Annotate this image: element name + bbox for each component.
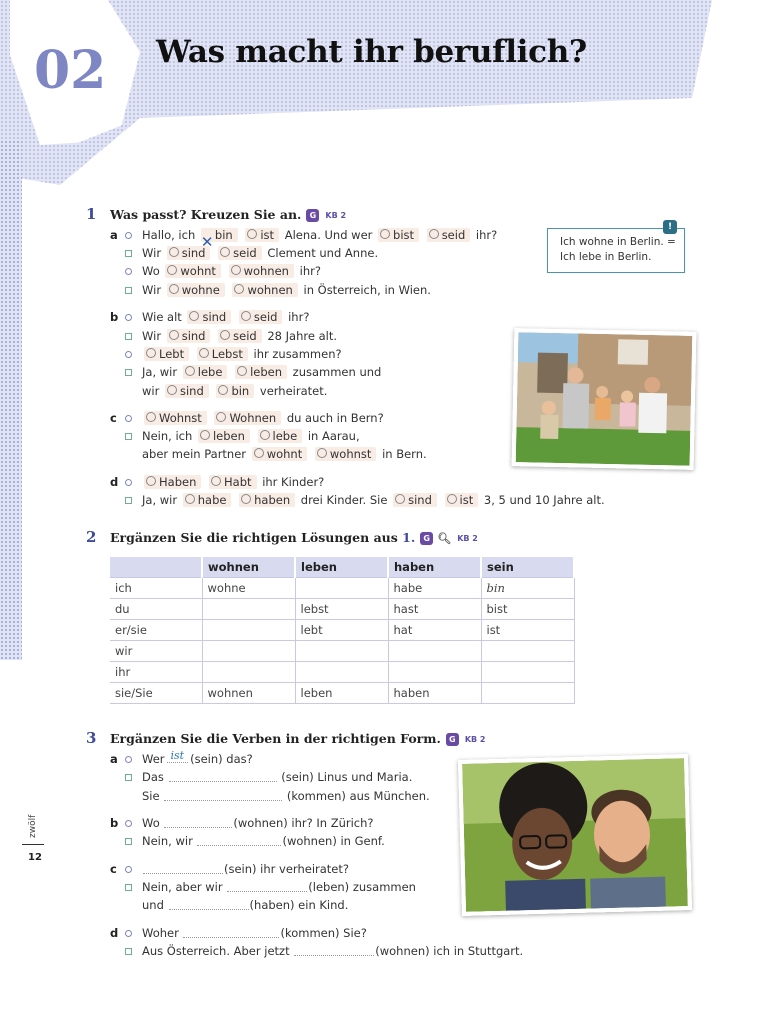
hint-box: [547, 228, 685, 273]
text: (sein) ihr verheiratet?: [224, 862, 349, 876]
speaker-circle-icon: [125, 820, 132, 827]
option-text: leben: [212, 429, 245, 443]
radio-circle-icon: [199, 348, 209, 358]
text: in Aarau,: [307, 429, 360, 443]
text: aber mein Partner: [142, 447, 247, 461]
table-cell[interactable]: [295, 641, 388, 662]
table-header: sein: [481, 557, 574, 578]
text: ihr Kinder?: [262, 475, 325, 489]
table-cell: hat: [388, 620, 481, 641]
radio-circle-icon: [200, 430, 210, 440]
answer-blank-filled[interactable]: ist: [167, 749, 189, 763]
ex3-d-line1: [142, 926, 367, 940]
table-cell[interactable]: [202, 641, 295, 662]
exercise-1-number: 1: [86, 205, 97, 223]
option-wohnst[interactable]: [315, 447, 377, 461]
option-text: wohnt: [266, 447, 303, 461]
option-text: lebe: [272, 429, 298, 443]
option-bin[interactable]: [216, 384, 254, 398]
table-row: [110, 578, 574, 599]
option-lebe[interactable]: [183, 365, 228, 379]
page-number-word: zwölf: [28, 814, 38, 838]
table-cell: sie/Sie: [110, 683, 202, 704]
option-seid[interactable]: [218, 246, 262, 260]
option-wohnen[interactable]: [232, 283, 297, 297]
option-sind[interactable]: [167, 329, 211, 343]
radio-circle-icon: [247, 229, 257, 239]
couple-photo: [458, 754, 692, 916]
text: Wir: [142, 329, 162, 343]
ex1-b-line1: [142, 310, 309, 324]
text: wir: [142, 384, 160, 398]
family-photo: [512, 328, 697, 470]
option-text: Lebst: [211, 347, 243, 361]
radio-circle-icon: [146, 412, 156, 422]
table-cell: leben: [295, 683, 388, 704]
item-label-c: c: [110, 411, 117, 425]
option-haben[interactable]: [144, 475, 201, 489]
speaker-square-icon: [125, 333, 132, 340]
text: ihr?: [288, 310, 310, 324]
table-cell: du: [110, 599, 202, 620]
radio-circle-icon: [395, 494, 405, 504]
speaker-square-icon: [125, 497, 132, 504]
text: Clement und Anne.: [267, 246, 379, 260]
table-header-row: [110, 557, 574, 578]
option-text: wohne: [181, 283, 220, 297]
option-text: sind: [181, 246, 206, 260]
speaker-circle-icon: [125, 415, 132, 422]
answer-blank[interactable]: [183, 926, 279, 938]
family-photo-image: [516, 332, 693, 466]
item-label-d: d: [110, 926, 119, 940]
option-text: ist: [260, 228, 275, 242]
radio-circle-icon: [237, 366, 247, 376]
speaker-square-icon: [125, 838, 132, 845]
ex3-b-line2: [142, 834, 385, 848]
option-text: sind: [202, 310, 227, 324]
info-exclamation-icon: !: [663, 220, 677, 234]
answer-blank[interactable]: [143, 862, 223, 874]
grammar-badge-icon: G: [420, 532, 433, 545]
table-cell[interactable]: [481, 662, 574, 683]
radio-circle-icon: [169, 330, 179, 340]
option-bist[interactable]: [378, 228, 419, 242]
option-bin[interactable]: [201, 228, 238, 242]
option-text: wohnen: [247, 283, 293, 297]
text: Nein, aber wir: [142, 880, 223, 894]
table-header: wohnen: [202, 557, 295, 578]
text: ihr?: [475, 228, 498, 242]
table-row: [110, 683, 574, 704]
ex1-a-line3: [142, 264, 321, 278]
radio-circle-icon: [241, 494, 251, 504]
exercise-3-number: 3: [86, 729, 97, 747]
exercise-2-title: [110, 530, 478, 545]
text: (kommen) Sie?: [280, 926, 367, 940]
option-leben[interactable]: [198, 429, 250, 443]
text: Hallo, ich: [142, 228, 196, 242]
option-text: sind: [181, 329, 206, 343]
option-leben[interactable]: [235, 365, 287, 379]
radio-circle-icon: [167, 385, 177, 395]
answer-blank[interactable]: [197, 834, 281, 846]
exercise-1-title: [110, 207, 346, 222]
option-text: wohnst: [329, 447, 372, 461]
answer-blank[interactable]: [294, 944, 374, 956]
option-text: Habt: [224, 475, 252, 489]
text: (wohnen) in Genf.: [282, 834, 385, 848]
option-text: Wohnen: [229, 411, 277, 425]
ex1-c-line1: [142, 411, 384, 425]
table-cell[interactable]: [295, 662, 388, 683]
hint-line-1: Ich wohne in Berlin. =: [560, 236, 676, 248]
table-cell: bist: [481, 599, 574, 620]
table-cell[interactable]: [481, 641, 574, 662]
text: du auch in Bern?: [286, 411, 384, 425]
couple-photo-image: [462, 758, 688, 912]
table-row: [110, 620, 574, 641]
radio-circle-icon: [189, 311, 199, 321]
radio-circle-icon: [231, 265, 241, 275]
option-lebst[interactable]: [197, 347, 248, 361]
table-cell: bin: [481, 578, 574, 599]
speaker-square-icon: [125, 433, 132, 440]
radio-circle-icon: [429, 229, 439, 239]
option-text: sind: [180, 384, 204, 398]
speaker-square-icon: [125, 369, 132, 376]
speaker-circle-icon: [125, 930, 132, 937]
exercise-3-title-text: Ergänzen Sie die Verben in der richtigen Form.: [110, 731, 441, 746]
text: Alena. Und wer: [284, 228, 373, 242]
table-cell: lebt: [295, 620, 388, 641]
radio-circle-icon: [185, 494, 195, 504]
option-wohne[interactable]: [167, 283, 225, 297]
ex1-c-line3: [142, 447, 427, 461]
ex1-a-line2: [142, 246, 378, 260]
option-seid[interactable]: [239, 310, 283, 324]
table-cell: ihr: [110, 662, 202, 683]
text: (haben) ein Kind.: [249, 898, 349, 912]
text: (sein) Linus und Maria.: [281, 770, 413, 784]
option-wohnen[interactable]: [229, 264, 294, 278]
ex1-c-line2: [142, 429, 360, 443]
page-title: Was macht ihr beruflich?: [156, 34, 587, 70]
exercise-3-title: [110, 731, 486, 746]
speaker-circle-icon: [125, 479, 132, 486]
page-number: 12: [28, 852, 42, 863]
table-header: leben: [295, 557, 388, 578]
table-cell: hast: [388, 599, 481, 620]
speaker-circle-icon: [125, 232, 132, 239]
option-text: seid: [233, 246, 257, 260]
option-text: leben: [250, 365, 282, 379]
table-cell[interactable]: [202, 620, 295, 641]
exercise-2-number: 2: [86, 528, 97, 546]
ex3-c-line2: [142, 880, 416, 894]
speaker-square-icon: [125, 948, 132, 955]
option-ist[interactable]: [245, 228, 279, 242]
speaker-circle-icon: [125, 314, 132, 321]
item-label-b: b: [110, 816, 119, 830]
text: Sie: [142, 789, 160, 803]
text: 3, 5 und 10 Jahre alt.: [483, 493, 605, 507]
ex1-d-line2: [142, 493, 605, 507]
exercise-2-title-text: Ergänzen Sie die richtigen Lösungen aus: [110, 530, 398, 545]
table-row: [110, 662, 574, 683]
table-header: [110, 557, 202, 578]
text: Wir: [142, 246, 162, 260]
table-cell[interactable]: [202, 599, 295, 620]
text: (kommen) aus München.: [286, 789, 430, 803]
table-cell: wohne: [202, 578, 295, 599]
option-sind[interactable]: [167, 246, 211, 260]
option-text: seid: [441, 228, 466, 242]
option-habt[interactable]: [209, 475, 257, 489]
radio-circle-icon: [218, 385, 228, 395]
table-cell: lebst: [295, 599, 388, 620]
ex1-b-line2: [142, 329, 337, 343]
option-text: wohnen: [243, 264, 289, 278]
option-wohnt[interactable]: [165, 264, 221, 278]
text: ihr zusammen?: [253, 347, 342, 361]
speaker-square-icon: [125, 250, 132, 257]
text: Wie alt: [142, 310, 182, 324]
answer-blank[interactable]: [227, 880, 307, 892]
ex1-b-line3: [142, 347, 342, 361]
option-sind[interactable]: [393, 493, 437, 507]
speaker-circle-icon: [125, 756, 132, 763]
option-seid[interactable]: [427, 228, 471, 242]
ex1-a-line1: [142, 228, 497, 242]
exercise-1-title-text: Was passt? Kreuzen Sie an.: [110, 207, 302, 222]
radio-circle-icon: [220, 247, 230, 257]
option-text: habe: [197, 493, 227, 507]
option-text: bin: [231, 384, 250, 398]
radio-circle-icon: [254, 448, 264, 458]
table-cell[interactable]: [202, 662, 295, 683]
table-cell: er/sie: [110, 620, 202, 641]
table-header: haben: [388, 557, 481, 578]
speaker-square-icon: [125, 774, 132, 781]
radio-circle-icon: [380, 229, 390, 239]
table-cell[interactable]: [388, 641, 481, 662]
hint-line-2: Ich lebe in Berlin.: [560, 251, 652, 263]
grammar-badge-icon: G: [306, 209, 319, 222]
table-cell: haben: [388, 683, 481, 704]
option-sind[interactable]: [187, 310, 231, 324]
speaker-circle-icon: [125, 866, 132, 873]
table-cell: wohnen: [202, 683, 295, 704]
option-text: wohnt: [180, 264, 216, 278]
answer-blank[interactable]: [169, 898, 249, 910]
text: verheiratet.: [259, 384, 328, 398]
text: (wohnen) ich in Stuttgart.: [375, 944, 524, 958]
text: in Bern.: [382, 447, 427, 461]
ex3-a-line1: [142, 749, 253, 767]
text: Nein, wir: [142, 834, 193, 848]
table-cell: ich: [110, 578, 202, 599]
radio-circle-icon: [234, 284, 244, 294]
radio-circle-icon: [211, 476, 221, 486]
ex3-b-line1: [142, 816, 374, 830]
speaker-square-icon: [125, 884, 132, 891]
text: drei Kinder. Sie: [300, 493, 388, 507]
speaker-circle-icon: [125, 268, 132, 275]
option-text: Haben: [159, 475, 197, 489]
option-wohnt[interactable]: [252, 447, 308, 461]
text: und: [142, 898, 164, 912]
option-text: Wohnst: [159, 411, 202, 425]
option-text: ist: [459, 493, 474, 507]
ex3-c-line1: [142, 862, 349, 876]
kb-reference: KB 2: [457, 534, 478, 543]
chapter-number: 02: [34, 40, 107, 101]
text: 28 Jahre alt.: [267, 329, 337, 343]
item-label-c: c: [110, 862, 117, 876]
radio-circle-icon: [317, 448, 327, 458]
text: Woher: [142, 926, 179, 940]
option-text: bist: [393, 228, 415, 242]
ex1-a-line4: [142, 283, 431, 297]
option-wohnen[interactable]: [214, 411, 281, 425]
item-label-a: a: [110, 228, 118, 242]
option-lebt[interactable]: [144, 347, 189, 361]
option-text: seid: [233, 329, 257, 343]
radio-circle-icon: [220, 330, 230, 340]
option-ist[interactable]: [445, 493, 479, 507]
answer-blank[interactable]: [169, 770, 277, 782]
text: Wo: [142, 264, 160, 278]
header-dotted-band: [0, 0, 768, 200]
table-cell[interactable]: [388, 662, 481, 683]
speaker-square-icon: [125, 287, 132, 294]
option-text: sind: [408, 493, 432, 507]
radio-circle-icon: [216, 412, 226, 422]
radio-circle-icon: [146, 348, 156, 358]
option-sind[interactable]: [165, 384, 209, 398]
radio-circle-icon: [169, 247, 179, 257]
text: Aus Österreich. Aber jetzt: [142, 944, 290, 958]
option-text: seid: [253, 310, 278, 324]
text: zusammen und: [292, 365, 382, 379]
item-label-b: b: [110, 310, 119, 324]
kb-reference: KB 2: [325, 211, 347, 220]
answer-blank[interactable]: [164, 789, 282, 801]
table-cell[interactable]: [295, 578, 388, 599]
text: Nein, ich: [142, 429, 193, 443]
table-cell: ist: [481, 620, 574, 641]
text: (leben) zusammen: [308, 880, 416, 894]
ex3-d-line2: [142, 944, 523, 958]
magnifier-icon: 🔍︎: [437, 532, 452, 545]
ex1-d-line1: [142, 475, 324, 489]
option-wohnst[interactable]: [144, 411, 207, 425]
text: (sein) das?: [190, 752, 253, 766]
radio-circle-icon: [185, 366, 195, 376]
radio-circle-icon: [241, 311, 251, 321]
option-habe[interactable]: [183, 493, 232, 507]
ex1-b-line5: [142, 384, 327, 398]
option-seid[interactable]: [218, 329, 262, 343]
radio-circle-icon: [260, 430, 270, 440]
text: Wir: [142, 283, 162, 297]
ex3-a-line3: [142, 789, 430, 803]
table-cell: habe: [388, 578, 481, 599]
option-haben[interactable]: [239, 493, 295, 507]
option-text: bin: [214, 228, 233, 242]
text: in Österreich, in Wien.: [303, 283, 431, 297]
option-text: Lebt: [159, 347, 185, 361]
option-text: haben: [254, 493, 291, 507]
table-cell[interactable]: [481, 683, 574, 704]
conjugation-table: [110, 557, 575, 704]
radio-circle-icon: [169, 284, 179, 294]
ex1-b-line4: [142, 365, 381, 379]
item-label-d: d: [110, 475, 119, 489]
ex3-c-line3: [142, 898, 348, 912]
table-row: [110, 599, 574, 620]
answer-blank[interactable]: [164, 816, 232, 828]
text: Ja, wir: [142, 493, 178, 507]
option-lebe[interactable]: [258, 429, 303, 443]
speaker-circle-icon: [125, 351, 132, 358]
table-cell: wir: [110, 641, 202, 662]
text: Das: [142, 770, 164, 784]
text: Wer: [142, 752, 165, 766]
table-row: [110, 641, 574, 662]
radio-circle-icon: [447, 494, 457, 504]
text: (wohnen) ihr? In Zürich?: [233, 816, 374, 830]
page-number-rule: [22, 844, 44, 845]
exercise-reference: 1.: [402, 530, 416, 545]
grammar-badge-icon: G: [446, 733, 459, 746]
radio-circle-icon: [167, 265, 177, 275]
kb-reference: KB 2: [464, 735, 486, 744]
option-text: lebe: [197, 365, 223, 379]
ex3-a-line2: [142, 770, 412, 784]
radio-circle-icon: [146, 476, 156, 486]
text: ihr?: [299, 264, 321, 278]
text: Wo: [142, 816, 160, 830]
item-label-a: a: [110, 752, 118, 766]
text: Ja, wir: [142, 365, 178, 379]
left-dotted-strip: [0, 140, 22, 660]
